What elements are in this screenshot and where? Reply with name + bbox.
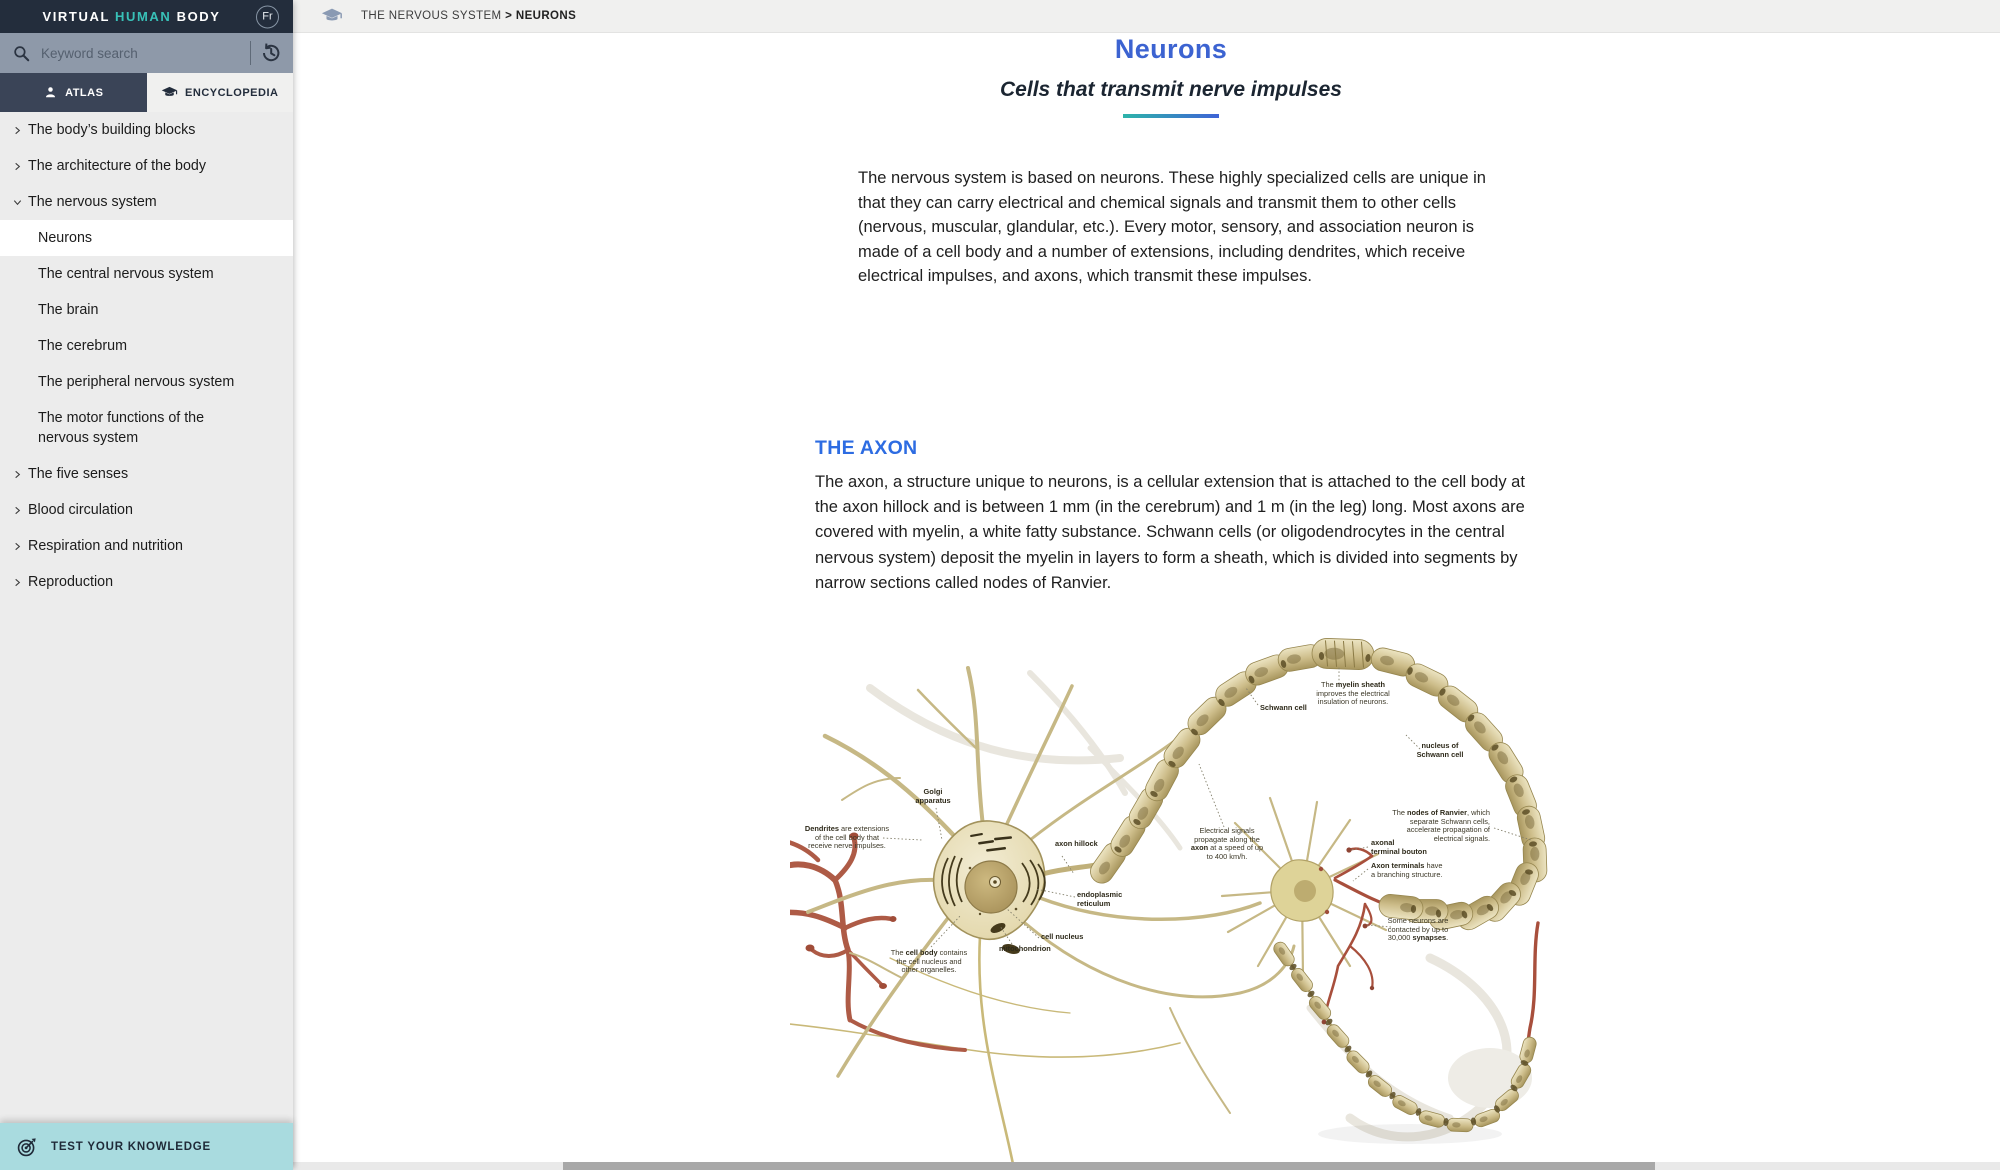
sidebar-item-label: The peripheral nervous system: [38, 374, 235, 390]
tab-encyclopedia-label: ENCYCLOPEDIA: [185, 86, 279, 99]
chevron-right-icon: [12, 464, 28, 484]
chevron-right-icon: [12, 536, 28, 556]
breadcrumb-parent[interactable]: THE NERVOUS SYSTEM: [361, 10, 502, 22]
person-icon: [43, 85, 58, 100]
sidebar-item-label: Reproduction: [28, 574, 114, 590]
breadcrumb: [293, 0, 2000, 33]
search-bar: [0, 33, 293, 73]
sidebar-item[interactable]: [0, 328, 293, 364]
logo-human: HUMAN: [114, 9, 172, 24]
horizontal-scrollbar-thumb[interactable]: [563, 1162, 1655, 1170]
sidebar-tree: [0, 112, 293, 600]
search-icon: [12, 44, 31, 63]
cell-nucleus-shape: [965, 861, 1017, 913]
horizontal-scrollbar-track[interactable]: [293, 1162, 2000, 1170]
page-title: Neurons: [1114, 34, 1228, 64]
sidebar-item[interactable]: [0, 220, 293, 256]
sidebar-item[interactable]: [0, 364, 293, 400]
history-icon: [259, 41, 283, 65]
nucleus-of-schwann-cell-label: nucleus of Schwann cell: [1416, 741, 1464, 759]
sidebar-item[interactable]: [0, 112, 293, 148]
sidebar-item[interactable]: [0, 564, 293, 600]
breadcrumb-current: NEURONS: [515, 10, 577, 22]
test-your-knowledge-label: TEST YOUR KNOWLEDGE: [51, 1140, 212, 1153]
search-input[interactable]: [41, 46, 246, 61]
app-header: [0, 0, 293, 33]
sidebar-item-label: The cerebrum: [38, 338, 127, 354]
sidebar-item[interactable]: [0, 184, 293, 220]
search-divider: [250, 41, 251, 65]
cell-nucleus-label: cell nucleus: [1041, 932, 1084, 941]
sidebar-item[interactable]: [0, 400, 293, 456]
chevron-right-icon: [12, 156, 28, 176]
axonal-terminal-bouton-label: axonal terminal bouton: [1371, 838, 1427, 856]
soft-shadow: [1318, 1124, 1502, 1144]
electrical-signals-note-label: Electrical signals propagate along the axon at a speed of up to 400 km/h.: [1190, 826, 1264, 861]
chevron-down-icon: [12, 192, 28, 212]
logo-virtual: VIRTUAL: [42, 9, 110, 24]
dendrites: [808, 668, 1294, 1113]
graduation-cap-icon: [161, 84, 178, 101]
intro-paragraph: The nervous system is based on neurons. These highly specialized cells are unique in that they can carry electrical and chemical signals and transmit them to other cells (nervous, muscular, glandular, etc.). Every motor, sensory, and association neuron is made of a cell body and a number of extensions, including dendrites, which receive electrical impulses, and axons, which transmit these impulses.: [858, 169, 1486, 286]
target-icon: [16, 1136, 38, 1158]
postsynaptic-neuron: [1222, 798, 1386, 978]
logo-body: BODY: [176, 9, 221, 24]
axon-hillock-label: axon hillock: [1055, 839, 1098, 848]
sidebar-item[interactable]: [0, 492, 293, 528]
sidebar: [0, 0, 293, 1170]
mitochondrion-label: mitochondrion: [999, 944, 1051, 953]
search-history-button[interactable]: [259, 41, 283, 65]
title-underline: [1123, 114, 1219, 118]
sidebar-item[interactable]: [0, 528, 293, 564]
sidebar-item[interactable]: [0, 256, 293, 292]
chevron-right-icon: [12, 120, 28, 140]
myelin-sheath-note-label: The myelin sheath improves the electrical insulation of neurons.: [1316, 680, 1390, 707]
sidebar-item-label: The architecture of the body: [28, 158, 207, 174]
sidebar-item[interactable]: [0, 292, 293, 328]
main-content: [293, 0, 2000, 1170]
sidebar-tabs: [0, 73, 293, 112]
endoplasmic-reticulum-label: endoplasmic reticulum: [1077, 890, 1123, 908]
sidebar-item[interactable]: [0, 148, 293, 184]
sidebar-item-label: The central nervous system: [38, 266, 214, 282]
test-your-knowledge-button[interactable]: [0, 1123, 293, 1170]
neuron-illustration: [790, 628, 1570, 1170]
chevron-right-icon: [12, 572, 28, 592]
app-logo: [42, 9, 220, 24]
tab-encyclopedia[interactable]: [147, 73, 294, 112]
breadcrumb-encyclopedia-icon: [321, 5, 343, 27]
nodes-of-ranvier-note-label: The nodes of Ranvier, which separate Schwann cells, accelerate propagation of electrical signals.: [1392, 808, 1490, 843]
section-heading-the-axon: THE AXON: [815, 437, 918, 459]
axon-paragraph: The axon, a structure unique to neurons, is a cellular extension that is attached to the cell body at the axon hillock and is between 1 mm (in the cerebrum) and 1 m (in the leg) long. Most axons are covered with myelin, a white fatty substance. Schwann cells (or oligodendrocytes in the central nervous system) deposit the myelin in layers to form a sheath, which is divided into segments by narrow sections called nodes of Ranvier.: [815, 473, 1525, 592]
breadcrumb-separator: >: [501, 10, 516, 22]
sidebar-item-label: The motor functions of the nervous system: [38, 410, 205, 446]
dendrites-note-label: Dendrites are extensions of the cell body that receive nerve impulses.: [804, 824, 890, 851]
tab-atlas-label: ATLAS: [65, 86, 104, 99]
sidebar-item-label: Neurons: [38, 230, 93, 246]
schwann-cell-label: Schwann cell: [1260, 703, 1307, 712]
article-header: [815, 36, 1527, 118]
synapses-note-label: Some neurons are contacted by up to 30,000 synapses.: [1387, 916, 1449, 943]
sidebar-item-label: The nervous system: [28, 194, 157, 210]
axon-terminals-note-label: Axon terminals have a branching structure.: [1371, 861, 1443, 879]
sidebar-item-label: The body’s building blocks: [28, 122, 196, 138]
cell-body: [934, 821, 1045, 956]
cell-body-note-label: The cell body contains the cell nucleus and other organelles.: [890, 948, 968, 975]
tab-atlas[interactable]: [0, 73, 147, 112]
sidebar-item[interactable]: [0, 456, 293, 492]
sidebar-item-label: The five senses: [28, 466, 129, 482]
sidebar-item-label: Blood circulation: [28, 502, 133, 518]
neuron-diagram: [790, 628, 1570, 1170]
language-button[interactable]: Fr: [256, 5, 279, 28]
sidebar-item-label: Respiration and nutrition: [28, 538, 183, 554]
golgi-apparatus-label: Golgi apparatus: [915, 787, 951, 805]
page-subtitle: Cells that transmit nerve impulses: [1000, 78, 1342, 101]
chevron-right-icon: [12, 500, 28, 520]
sidebar-item-label: The brain: [38, 302, 99, 318]
